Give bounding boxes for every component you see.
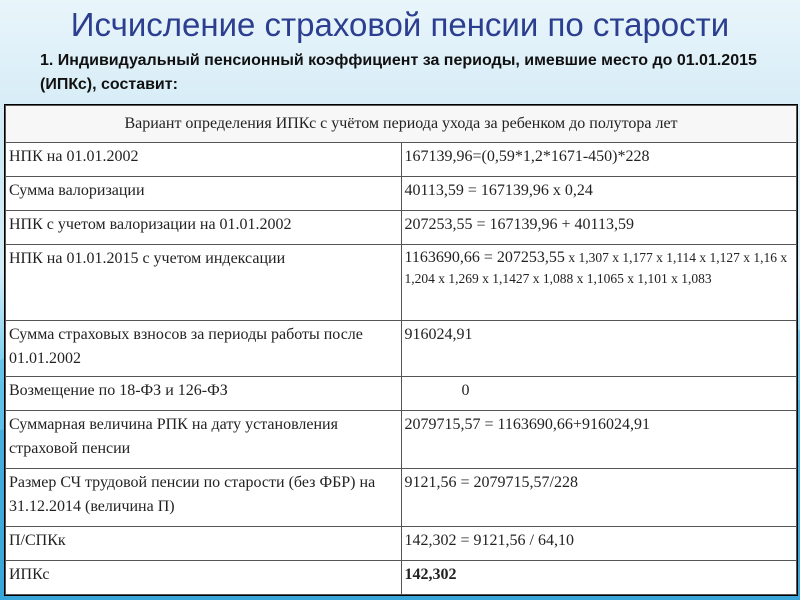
table-row [6, 211, 797, 245]
table-row [6, 377, 797, 411]
row-value: 142,302 = 9121,56 / 64,10 [401, 527, 797, 561]
table-row [6, 177, 797, 211]
page-subtitle: 1. Индивидуальный пенсионный коэффициент за периоды, имевшие место до 01.01.2015 (ИПКс), составит: [40, 52, 757, 93]
row-value: 207253,55 = 167139,96 + 40113,59 [401, 211, 797, 245]
row-label: Сумма страховых взносов за периоды работы после 01.01.2002 [6, 321, 402, 377]
row-value: 40113,59 = 167139,96 х 0,24 [401, 177, 797, 211]
row-label: Размер СЧ трудовой пенсии по старости (без ФБР) на 31.12.2014 (величина П) [6, 469, 402, 527]
table-row [6, 527, 797, 561]
row-label: П/СПКк [6, 527, 402, 561]
row-value: 2079715,57 = 1163690,66+916024,91 [401, 411, 797, 469]
calculation-table [4, 104, 798, 596]
row-value: 916024,91 [401, 321, 797, 377]
row-label: Сумма валоризации [6, 177, 402, 211]
table-header-cell: Вариант определения ИПКс с учётом периода ухода за ребенком до полутора лет [6, 106, 797, 143]
table-row [6, 143, 797, 177]
page-title: Исчисление страховой пенсии по старости [70, 6, 730, 43]
row-value-lead: 1163690,66 = 207253,55 [404, 249, 565, 266]
row-value-rest: х 1,307 х 1,177 х 1,114 х 1,127 х 1,16 х 1,204 х 1,269 х 1,1427 х 1,088 х 1,1065 х 1,101 х 1,083 [404, 250, 788, 286]
calculation-table-grid [5, 105, 797, 595]
table-header-row [6, 106, 797, 143]
row-value: 0 [401, 377, 797, 411]
table-row [6, 561, 797, 595]
row-label: НПК с учетом валоризации на 01.01.2002 [6, 211, 402, 245]
table-row [6, 469, 797, 527]
row-label: Суммарная величина РПК на дату установления страховой пенсии [6, 411, 402, 469]
row-label: НПК на 01.01.2015 с учетом индексации [6, 245, 402, 321]
row-value [401, 245, 797, 321]
table-row [6, 245, 797, 321]
row-label: Возмещение по 18-ФЗ и 126-ФЗ [6, 377, 402, 411]
row-value: 9121,56 = 2079715,57/228 [401, 469, 797, 527]
row-value: 142,302 [401, 561, 797, 595]
table-row [6, 321, 797, 377]
table-row [6, 411, 797, 469]
row-value: 167139,96=(0,59*1,2*1671-450)*228 [401, 143, 797, 177]
row-label: ИПКс [6, 561, 402, 595]
row-label: НПК на 01.01.2002 [6, 143, 402, 177]
